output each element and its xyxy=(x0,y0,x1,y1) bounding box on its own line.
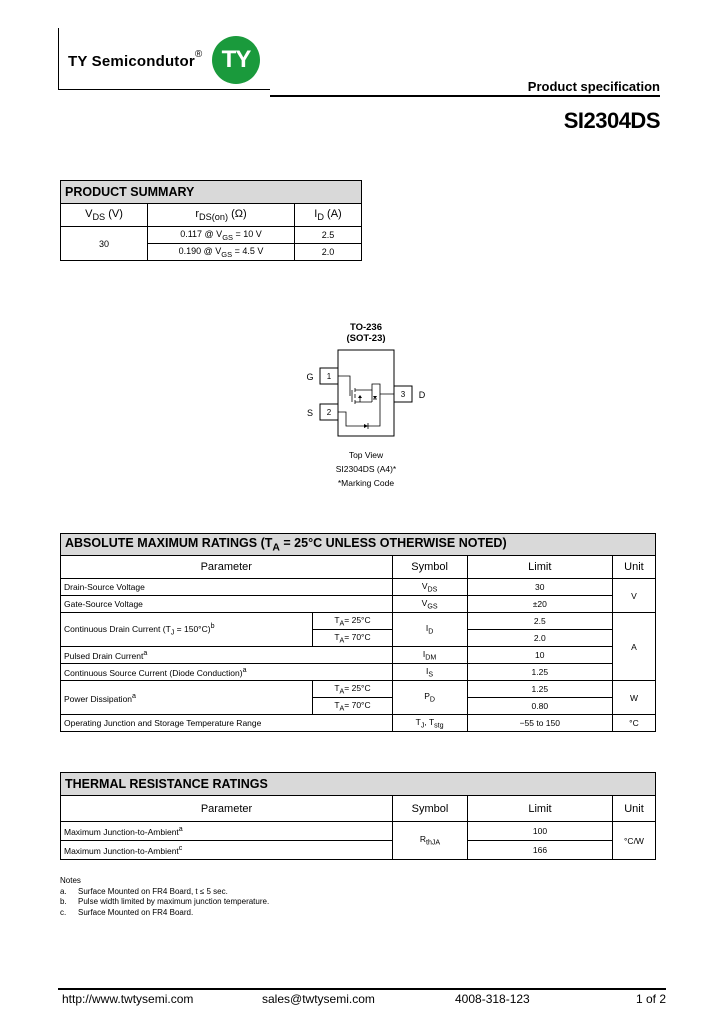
thermal-symbol: $R_{thJA}$ xyxy=(393,822,468,860)
product-summary-table xyxy=(60,180,362,261)
thermal-limit: 166 xyxy=(468,841,613,860)
marking-label: SI2304DS (A4)* xyxy=(335,464,397,474)
thermal-title: THERMAL RESISTANCE RATINGS xyxy=(61,773,656,796)
page-number: 1 of 2 xyxy=(635,992,666,1006)
pin-d-label: D xyxy=(418,390,426,400)
amr-symbol: $I_{DM}$ xyxy=(392,647,467,664)
note-a: a. Surface Mounted on FR4 Board, t ≤ 5 sec. xyxy=(60,886,228,896)
package-caption xyxy=(310,448,422,490)
header-frame-bottom xyxy=(58,89,270,90)
amr-unit: °C xyxy=(612,715,655,732)
amr-symbol: $I_S$ xyxy=(392,664,467,681)
top-view-label: Top View xyxy=(348,450,384,460)
footer-website-link[interactable]: http://www.twtysemi.com xyxy=(62,992,194,1006)
footer-email-link[interactable]: sales@twtysemi.com xyxy=(262,992,375,1006)
thermal-col-symbol: Symbol xyxy=(393,796,468,822)
amr-limit: 2.0 xyxy=(467,630,612,647)
pin-2-number: 2 xyxy=(326,408,332,417)
col-vds: $V_{DS}$ (V) xyxy=(61,204,148,227)
amr-param: Pulsed Drain Current$^a$ xyxy=(61,647,393,664)
amr-limit: ±20 xyxy=(467,596,612,613)
amr-condition: $T_A= 70^\circ C$ xyxy=(313,630,392,647)
thermal-limit: 100 xyxy=(468,822,613,841)
thermal-resistance-table xyxy=(60,772,656,860)
thermal-param: Maximum Junction-to-Ambient$^c$ xyxy=(61,841,393,860)
header-rule xyxy=(270,95,660,97)
amr-limit: 1.25 xyxy=(467,681,612,698)
id-value: 2.5 xyxy=(295,227,362,244)
amr-condition: $T_A= 25^\circ C$ xyxy=(313,681,392,698)
thermal-unit: °C/W xyxy=(613,822,656,860)
amr-param: Power Dissipation$^a$ xyxy=(61,681,313,715)
amr-param: Continuous Drain Current $(T_J = 150^\circ C)^b$ xyxy=(61,613,313,647)
amr-limit: −55 to 150 xyxy=(467,715,612,732)
amr-unit: W xyxy=(612,681,655,715)
note-b: b. Pulse width limited by maximum junction temperature. xyxy=(60,897,270,906)
pin-1-number: 1 xyxy=(326,372,332,381)
id-value: 2.0 xyxy=(295,244,362,261)
amr-symbol: $T_J$, $T_{stg}$ xyxy=(392,715,467,732)
amr-unit: V xyxy=(612,579,655,613)
pin-g-label: G xyxy=(306,372,314,382)
amr-condition: $T_A= 25^\circ C$ xyxy=(313,613,392,630)
amr-col-limit: Limit xyxy=(467,556,612,579)
product-summary-title: PRODUCT SUMMARY xyxy=(61,181,362,204)
company-logo: TY xyxy=(212,36,260,84)
amr-col-unit: Unit xyxy=(612,556,655,579)
absolute-max-ratings-table xyxy=(60,533,656,732)
pin-3-number: 3 xyxy=(400,390,406,399)
thermal-col-unit: Unit xyxy=(613,796,656,822)
notes-section xyxy=(60,876,269,918)
amr-condition: $T_A= 70^\circ C$ xyxy=(313,698,392,715)
product-spec-label: Product specification xyxy=(527,79,660,94)
notes-title: Notes xyxy=(60,876,81,885)
rds-value: 0.117 @ $V_{GS} = 10$ V xyxy=(148,227,295,244)
thermal-col-limit: Limit xyxy=(468,796,613,822)
amr-symbol: $V_{DS}$ xyxy=(392,579,467,596)
vds-value: 30 xyxy=(61,227,148,261)
amr-col-parameter: Parameter xyxy=(61,556,393,579)
amr-param: Gate-Source Voltage xyxy=(61,596,393,613)
brand-name: TY Semicondutor® xyxy=(68,49,203,70)
rds-value: 0.190 @ $V_{GS} = 4.5$ V xyxy=(148,244,295,261)
amr-symbol: $V_{GS}$ xyxy=(392,596,467,613)
col-rds: $r_{DS(on)}$ (Ω) xyxy=(148,204,295,227)
amr-unit: A xyxy=(612,613,655,681)
amr-param: Operating Junction and Storage Temperature Range xyxy=(61,715,393,732)
amr-param: Drain-Source Voltage xyxy=(61,579,393,596)
footer-rule xyxy=(58,988,666,990)
amr-col-symbol: Symbol xyxy=(392,556,467,579)
amr-limit: 30 xyxy=(467,579,612,596)
part-number: SI2304DS xyxy=(563,108,660,133)
note-c: c. Surface Mounted on FR4 Board. xyxy=(60,907,194,917)
amr-limit: 0.80 xyxy=(467,698,612,715)
thermal-col-parameter: Parameter xyxy=(61,796,393,822)
package-diagram xyxy=(300,344,435,444)
amr-limit: 1.25 xyxy=(467,664,612,681)
amr-limit: 2.5 xyxy=(467,613,612,630)
amr-symbol: $I_D$ xyxy=(392,613,467,647)
package-name: TO-236 (SOT-23) xyxy=(346,322,386,344)
col-id: $I_D$ (A) xyxy=(295,204,362,227)
pin-s-label: S xyxy=(306,408,314,418)
marking-note: *Marking Code xyxy=(337,478,395,488)
amr-limit: 10 xyxy=(467,647,612,664)
thermal-param: Maximum Junction-to-Ambient$^a$ xyxy=(61,822,393,841)
header-frame-left xyxy=(58,28,59,90)
footer-phone: 4008-318-123 xyxy=(455,992,530,1006)
amr-symbol: $P_D$ xyxy=(392,681,467,715)
amr-title: ABSOLUTE MAXIMUM RATINGS ($T_A = 25^\circ C$ UNLESS OTHERWISE NOTED) xyxy=(61,534,656,556)
amr-param: Continuous Source Current (Diode Conduction)$^a$ xyxy=(61,664,393,681)
